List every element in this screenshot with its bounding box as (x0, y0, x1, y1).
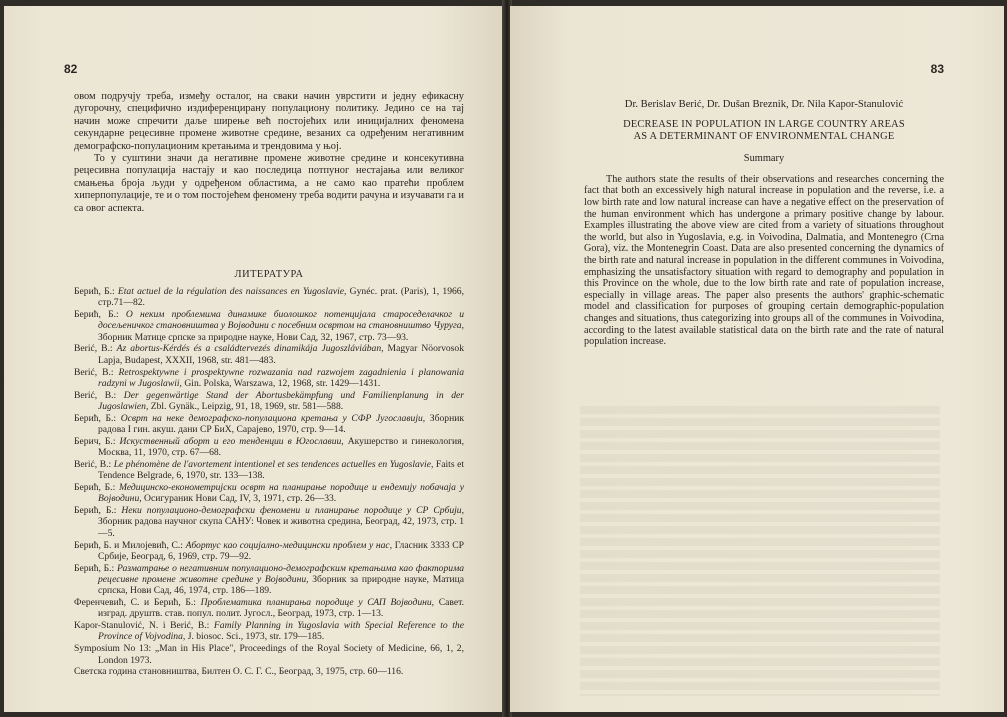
reference-title: Retrospektywne i prospektywne rozwazania nad razwojem zagadnienia i planowania radzyni w Jugoslawii, (98, 366, 464, 389)
reference-title: Искуственный аборт и его тенденции в Югославии, (119, 435, 344, 447)
article-title-line: AS A DETERMINANT OF ENVIRONMENTAL CHANGE (633, 131, 895, 143)
reference-author: Berić, B.: (74, 343, 117, 355)
reference-author: Берић, Б. и Милојевић, С.: (74, 539, 186, 551)
authors-line: Dr. Berislav Berić, Dr. Dušan Breznik, Dr. Nila Kapor-Stanulović (624, 99, 904, 110)
reference-item (74, 436, 464, 459)
left-body-text (74, 91, 464, 215)
reference-author: Берић, Б.: (74, 505, 122, 517)
reference-item (74, 482, 464, 505)
reference-title: Проблематика планирања породице у САП Војводини, (200, 597, 435, 609)
right-page (510, 6, 1004, 712)
reference-source: Билтен О. С. Г. С., Београд, 3, 1975, стр. 60—116. (201, 666, 404, 678)
reference-source: Proceedings of the Royal Society of Medicine, 66, 1, 2, London 1973. (98, 643, 465, 666)
summary-section (584, 94, 944, 348)
abstract (584, 174, 944, 348)
reference-source: J. biosoc. Sci., 1973, str. 179—185. (185, 631, 325, 643)
reference-source: Зборник Матице српске за природне науке, Нови Сад, 32, 1967, стр. 73—93. (98, 331, 409, 343)
reference-source: Zbl. Gynäk., Leipzig, 91, 18, 1969, str. 581—588. (148, 400, 344, 412)
reference-author: Берић, Б.: (74, 562, 117, 574)
reference-title: Le phénomène de l'avortement intentionel et ses tendences actuelles en Yugoslavie, (113, 458, 434, 470)
reference-item (74, 540, 464, 563)
page-number-right: 83 (930, 62, 944, 76)
reference-author: Берич, Б.: (74, 435, 120, 447)
reference-item (74, 643, 464, 666)
paragraph: То у суштини значи да негативне промене животне средине и консекутивна рецесивна популација настају и као последица потпуног нестајања или великог смањења броја људи у одређеном областима, а не само као пратећи проблем хиперпопулације, те и о том постојећем феномену треба водити рачуна и изучавати га и са овог аспекта. (74, 153, 464, 214)
show-through-text (580, 406, 940, 696)
reference-title: Медицинско-економетријски осврт на планирање породице и ендемију побачаја у Војводини, (98, 482, 464, 505)
left-page (4, 6, 504, 712)
reference-item (74, 343, 464, 366)
reference-item (74, 390, 464, 413)
reference-item (74, 367, 464, 390)
reference-item (74, 286, 464, 309)
reference-title: Неки популационо-демографски феномени и планирање породице у СР Србији, (121, 505, 465, 517)
reference-item (74, 620, 464, 643)
references-list (74, 286, 464, 678)
reference-item (74, 666, 464, 677)
reference-source: Gin. Polska, Warszawa, 12, 1968, str. 1429—1431. (181, 377, 381, 389)
reference-item (74, 309, 464, 343)
reference-source: Magyar Nöorvosok Lapja, Budapest, XXXII, 1968, str. 481—483. (98, 343, 465, 366)
reference-author: Ференчевић, С. и Берић, Б.: (74, 597, 201, 609)
reference-item (74, 413, 464, 436)
reference-source: Faits et Tendence Belgrade, 6, 1970, str. 133—138. (98, 458, 464, 482)
reference-title: Der gegenwärtige Stand der Abortusbekämpfung und Familienplanung in der Jugoslawien, (98, 389, 464, 412)
summary-heading: Summary (743, 152, 785, 164)
reference-item (74, 563, 464, 597)
reference-title: Az abortus-Kérdés és a családtervezés dinamikája Jugoszláviában, (116, 343, 384, 355)
article-title (584, 119, 944, 144)
reference-author: Берић, Б.: (74, 286, 118, 297)
reference-author: Berić, B.: (74, 389, 124, 401)
page-number-left: 82 (64, 62, 78, 76)
reference-source: Gynéc. prat. (Paris), 1, 1966, стр.71—82. (98, 286, 464, 309)
reference-title: Family Planning in Yugoslavia with Special Reference to the Province of Vojvodina, (98, 620, 464, 643)
reference-author: Берић, Б.: (74, 412, 121, 424)
reference-author: Berić, B.: (74, 366, 119, 378)
reference-title: Абортус као социјално-медицински проблем у нас, (185, 539, 393, 551)
abstract-paragraph: The authors state the results of their observations and researches concerning the fact that both an excessively high natural increase in population and the reverse, i.e. a low birth rate and low natural increase can have a negative effect on the preservation of the human environment which has undergone a primary positive change by labour. Examples illustrating the above view are cited from a variety of situations throughout the world, but also in Yugoslavia, e.g. in Voivodina, Dalmatia, and Montenegro (Crna Gora), viz. the Montenegrin Coast. Data are also presented concerning the dynamics of the birth rate and natural increase in population in the different communes in Voivodina, emphasizing the unsatisfactory situation with regard to demography and population in this Province on the whole, due to the low birth rate and rate of population increase, especially in village areas. The paper also presents the authors' graphic-schematic model and classification for purposes of grouping certain demographic-population changes and situations, thus categorizing into groups all of the communes in Voivodina, according to the latest available statistical data on the birth rate and the rate of natural population increase. (584, 173, 944, 348)
reference-source: Осигураник Нови Сад, IV, 3, 1971, стр. 26—33. (141, 493, 337, 505)
article-title-line: DECREASE IN POPULATION IN LARGE COUNTRY AREAS (623, 119, 905, 130)
reference-author: Берић, Б.: (74, 309, 126, 321)
reference-title: Осврт на неке демографско-популациона кретања у СФР Југославији, (120, 412, 426, 424)
reference-title: Разматрање о негативним популационо-демографским кретањима као факторима рецесивне промене животне средине у Војводини, (98, 562, 464, 585)
reference-author: Symposium No 13: „Man in His Place", (74, 643, 240, 655)
reference-title: О неким проблемима динамике биолошког потенцијала староседелачког и досељеничког становништва у Војводини с посебним освртом на становништво Чуруга, (98, 309, 464, 332)
reference-item (74, 597, 464, 620)
reference-author: Berić, B.: (74, 458, 114, 470)
reference-author: Kapor-Stanulović, N. i Berić, B.: (74, 620, 214, 632)
reference-source: Савет. изград. друштв. став. попул. полит. Југосл., Београд, 1973, стр. 1—13. (98, 597, 464, 620)
reference-source: Гласник 3333 СР Србије, Београд, 6, 1969, стр. 79—92. (98, 539, 464, 562)
reference-source: Акушерство и гинекология, Москва, 11, 1970, стр. 67—68. (98, 435, 464, 459)
reference-item (74, 459, 464, 482)
reference-item (74, 505, 464, 539)
reference-author: Светска година становништва, (74, 666, 202, 678)
references-heading: ЛИТЕРАТУРА (234, 269, 304, 280)
reference-source: Зборник радова I гин. акуш. дани СР БиХ, Сарајево, 1970, стр. 9—14. (98, 412, 465, 436)
reference-author: Берић, Б.: (74, 482, 120, 494)
reference-source: Зборник за природне науке, Матица српска, Нови Сад, 46, 1974, стр. 186—189. (98, 573, 464, 597)
reference-source: Зборник радова научног скупа САНУ: Човек и животна средина, Београд, 42, 1973, стр. 1—5. (98, 516, 464, 539)
paragraph: овом подручју треба, између осталог, на сваки начин уврстити и једну ефикасну дугорочну, специфично издиференцирану популациону политику. Једино се на тај начин може спречити даље ширење већ постојећих или иницијалних феномена секундарне рецесивне промене животне средине, везаних са одређеним негативним демографско-популационим кретањима и трендовима у њој. (74, 91, 464, 152)
reference-title: Etat actuel de la régulation des naissances en Yugoslavie, (117, 286, 347, 297)
